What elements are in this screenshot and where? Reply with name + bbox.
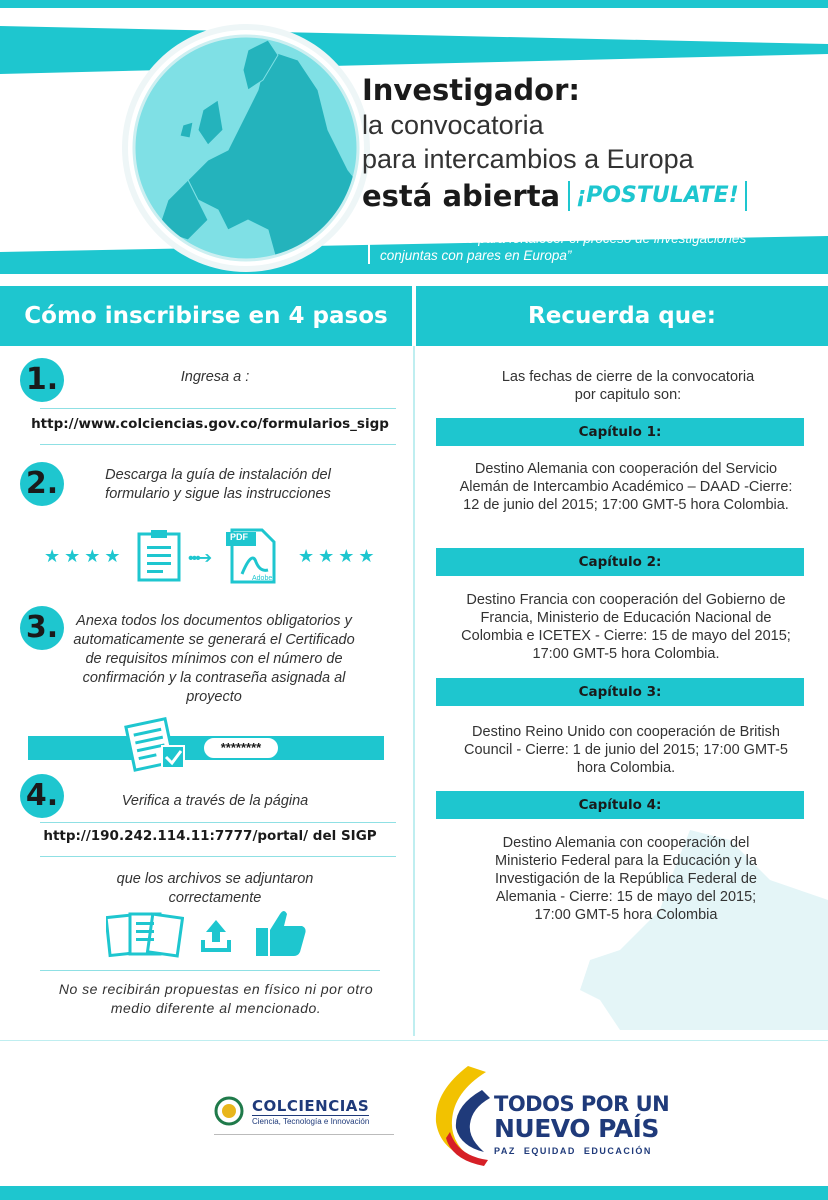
password-field: ******** bbox=[202, 736, 280, 760]
right-heading: Recuerda que: bbox=[416, 286, 828, 346]
header-title bbox=[362, 72, 822, 214]
arrow-icon: •••➔ bbox=[188, 550, 211, 567]
thumbs-up-icon bbox=[254, 906, 308, 958]
colciencias-name: COLCIENCIAS bbox=[252, 1096, 370, 1115]
form-document-icon bbox=[136, 528, 186, 584]
europe-map-icon bbox=[128, 30, 364, 266]
chapter-4-text: Destino Alemania con cooperación del Ministerio Federal para la Educación y la Investigación de la República Federal de Alemania - Cierre: 15 de mayo del 2015; 17:00 GMT-5 hora Colombia bbox=[495, 835, 757, 923]
right-intro: Las fechas de cierre de la convocatoria por capitulo son: bbox=[501, 369, 755, 403]
step-2-number: 2. bbox=[20, 462, 64, 506]
pdf-label: PDF bbox=[230, 532, 248, 542]
logo-separator bbox=[214, 1134, 394, 1135]
europe-globe bbox=[128, 30, 364, 266]
column-divider bbox=[413, 346, 415, 1036]
footer-divider bbox=[0, 1040, 828, 1041]
step-4-after: que los archivos se adjuntaron correctamente bbox=[116, 871, 314, 906]
title-line4-bold: está abierta bbox=[362, 179, 561, 213]
chapter-3-title: Capítulo 3: bbox=[436, 678, 804, 706]
step-3-number: 3. bbox=[20, 606, 64, 650]
title-line3: para intercambios a Europa bbox=[362, 144, 694, 174]
stars-right: ★★★★ bbox=[298, 546, 379, 566]
adobe-label: Adobe bbox=[252, 575, 273, 582]
checklist-icon bbox=[122, 716, 188, 772]
step-4-url[interactable]: http://190.242.114.11:7777/portal/ del SIGP bbox=[43, 828, 377, 844]
step-4-text: Verifica a través de la página bbox=[121, 793, 309, 809]
step-3-text: Anexa todos los documentos obligatorios y automaticamente se generará el Certificado de requisitos mínimos con el número de confirmación y la contraseña asignada al proyecto bbox=[73, 613, 355, 705]
title-bold: Investigador: bbox=[362, 73, 580, 107]
left-heading: Cómo inscribirse en 4 pasos bbox=[0, 286, 412, 346]
postulate-badge: ¡POSTULATE! bbox=[568, 181, 747, 211]
stars-left: ★★★★ bbox=[44, 546, 125, 566]
paz-equidad-educacion: PAZ EQUIDAD EDUCACIÓN bbox=[494, 1146, 652, 1156]
todos-por-un: TODOS POR UN bbox=[494, 1092, 670, 1116]
step-2-text: Descarga la guía de instalación del formulario y sigue las instrucciones bbox=[105, 467, 331, 502]
title-line4 bbox=[362, 178, 822, 214]
bottom-stripe bbox=[0, 1186, 828, 1200]
title-line2: la convocatoria bbox=[362, 110, 544, 140]
colciencias-tagline: Ciencia, Tecnología e Innovación bbox=[252, 1116, 370, 1126]
divider bbox=[40, 856, 396, 857]
chapter-2-title: Capítulo 2: bbox=[436, 548, 804, 576]
colciencias-logo bbox=[214, 1096, 369, 1126]
chapter-4-title: Capítulo 4: bbox=[436, 791, 804, 819]
divider bbox=[40, 970, 380, 971]
footer-note: No se recibirán propuestas en físico ni por otro medio diferente al mencionado. bbox=[58, 981, 374, 1016]
coat-of-arms-icon bbox=[214, 1096, 244, 1126]
documents-icon bbox=[106, 910, 184, 958]
top-stripe bbox=[0, 0, 828, 8]
chapter-2-text: Destino Francia con cooperación del Gobierno de Francia, Ministerio de Educación Nacional de Colombia e ICETEX - Cierre: 15 de mayo del 2015; 17:00 GMT-5 hora Colombia. bbox=[461, 592, 791, 662]
step-1-text: Ingresa a : bbox=[180, 369, 250, 385]
quote: “Es el momento para fortalecer el proceso de investigaciones conjuntas con pares en Europa” bbox=[368, 230, 798, 264]
upload-icon bbox=[200, 918, 232, 954]
step-1-number: 1. bbox=[20, 358, 64, 402]
chapter-3-text: Destino Reino Unido con cooperación de British Council - Cierre: 1 de junio del 2015; 17:00 GMT-5 hora Colombia. bbox=[463, 724, 788, 776]
divider bbox=[40, 408, 396, 409]
step-1-url[interactable]: http://www.colciencias.gov.co/formularios_sigp bbox=[31, 416, 389, 432]
nuevo-pais: NUEVO PAÍS bbox=[494, 1114, 659, 1143]
divider bbox=[40, 822, 396, 823]
chapter-1-text: Destino Alemania con cooperación del Servicio Alemán de Intercambio Académico – DAAD -Cierre: 12 de junio del 2015; 17:00 GMT-5 hora Colombia. bbox=[459, 461, 793, 513]
divider bbox=[40, 444, 396, 445]
step-4-number: 4. bbox=[20, 774, 64, 818]
chapter-1-title: Capítulo 1: bbox=[436, 418, 804, 446]
todos-logo-swoosh bbox=[428, 1062, 494, 1166]
